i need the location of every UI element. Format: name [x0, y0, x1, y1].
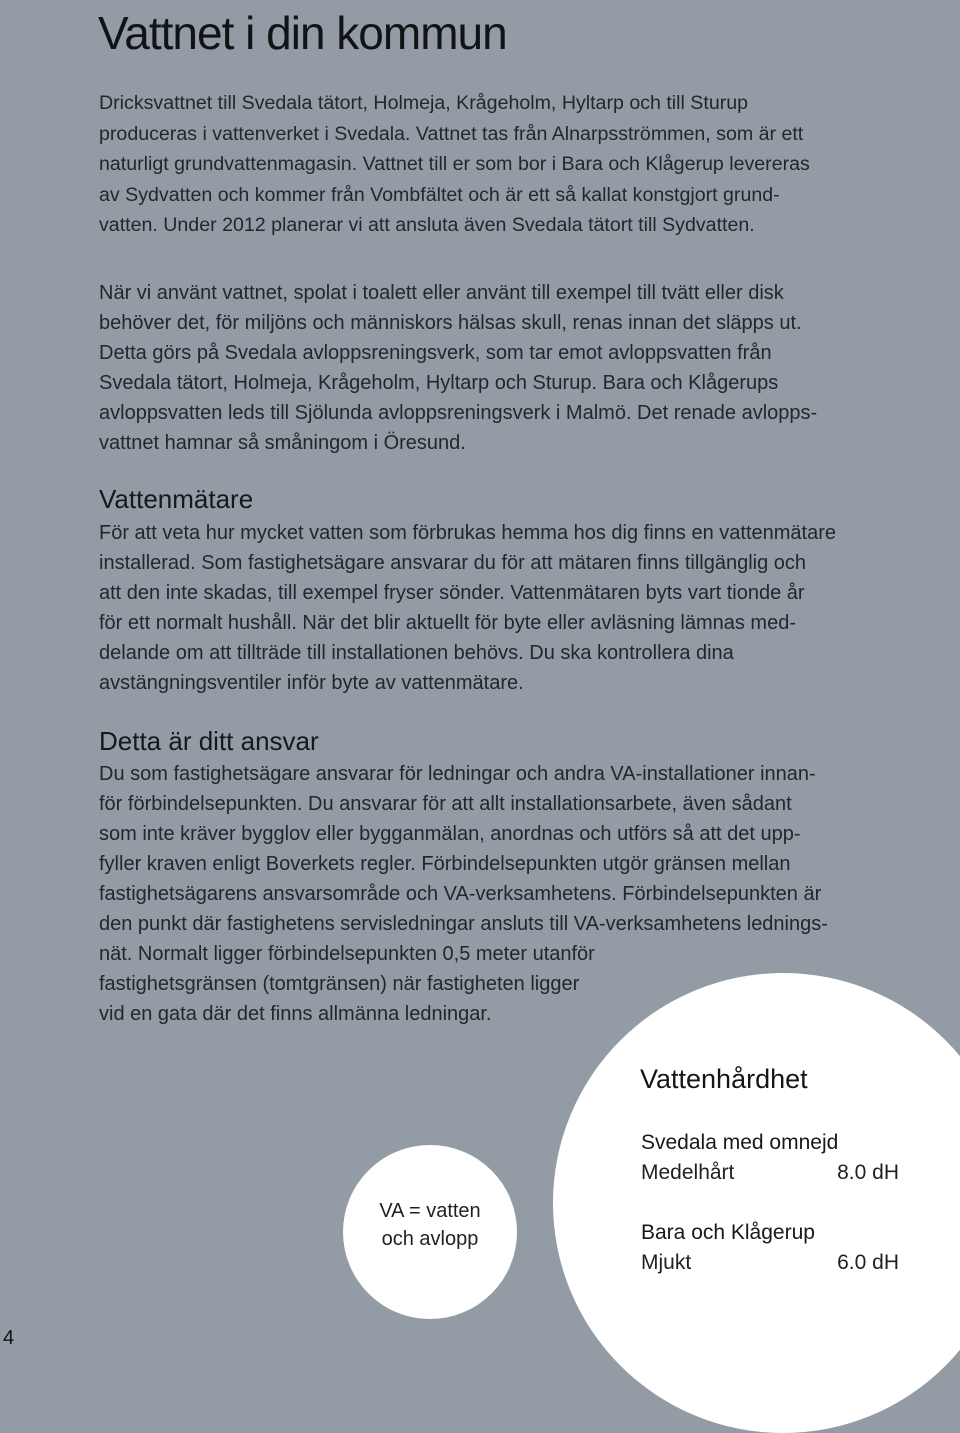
text-line: att den inte skadas, till exempel fryser sönder. Vattenmätaren byts vart tionde år [99, 582, 805, 604]
text-line: avstängningsventiler inför byte av vattenmätare. [99, 672, 524, 694]
hardness-heading: Vattenhårdhet [640, 1064, 808, 1094]
text-line: nät. Normalt ligger förbindelsepunkten 0,5 meter utanför [99, 943, 595, 965]
text-line: När vi använt vattnet, spolat i toalett eller använt till exempel till tvätt eller disk [99, 282, 784, 304]
hardness-value: 6.0 dH [837, 1251, 899, 1274]
text-line: fyller kraven enligt Boverkets regler. Förbindelsepunkten utgör gränsen mellan [99, 853, 791, 875]
text-line: avloppsvatten leds till Sjölunda avloppsreningsverk i Malmö. Det renade avlopps- [99, 402, 818, 424]
va-note-circle [343, 1145, 517, 1319]
hardness-label: Mjukt [641, 1251, 692, 1274]
text-line: fastighetsägarens ansvarsområde och VA-verksamhetens. Förbindelsepunkten är [99, 883, 822, 905]
hardness-circle [553, 973, 960, 1433]
text-line: för ett normalt hushåll. När det blir aktuellt för byte eller avläsning lämnas med- [99, 612, 796, 634]
text-line: för förbindelsepunkten. Du ansvarar för att allt installationsarbete, även sådant [99, 793, 792, 815]
text-line: Detta görs på Svedala avloppsreningsverk, som tar emot avloppsvatten från [99, 342, 772, 364]
text-line: naturligt grundvattenmagasin. Vattnet till er som bor i Bara och Klågerup levereras [99, 153, 810, 175]
text-line: För att veta hur mycket vatten som förbrukas hemma hos dig finns en vattenmätare [99, 522, 837, 544]
responsibility-heading: Detta är ditt ansvar [99, 726, 319, 756]
text-line: Du som fastighetsägare ansvarar för ledningar och andra VA-installationer innan- [99, 763, 816, 785]
text-line: delande om att tillträde till installationen behövs. Du ska kontrollera dina [99, 642, 734, 664]
meter-paragraph [99, 518, 919, 698]
text-line: vid en gata där det finns allmänna ledningar. [99, 1003, 492, 1025]
page-title: Vattnet i din kommun [98, 7, 507, 59]
text-line: fastighetsgränsen (tomtgränsen) när fastigheten ligger [99, 973, 580, 995]
va-note-line: VA = vatten [379, 1200, 481, 1222]
hardness-label: Medelhårt [641, 1161, 735, 1184]
hardness-value: 8.0 dH [837, 1161, 899, 1184]
text-line: behöver det, för miljöns och människors hälsas skull, renas innan det släpps ut. [99, 312, 802, 334]
text-line: Dricksvattnet till Svedala tätort, Holmeja, Krågeholm, Hyltarp och till Sturup [99, 92, 749, 114]
text-line: produceras i vattenverket i Svedala. Vattnet tas från Alnarpsströmmen, som är ett [99, 122, 804, 145]
region-name: Bara och Klågerup [641, 1221, 815, 1244]
sewage-paragraph [99, 278, 919, 458]
page-number: 4 [3, 1327, 15, 1349]
va-note-line: och avlopp [381, 1228, 479, 1250]
text-line: Svedala tätort, Holmeja, Krågeholm, Hyltarp och Sturup. Bara och Klågerups [99, 372, 779, 394]
meter-heading: Vattenmätare [99, 484, 254, 514]
text-line: av Sydvatten och kommer från Vombfältet och är ett så kallat konstgjort grund- [99, 183, 780, 206]
text-line: den punkt där fastighetens servisledningar ansluts till VA-verksamhetens lednings- [99, 913, 828, 935]
text-line: vattnet hamnar så småningom i Öresund. [99, 432, 466, 454]
intro-paragraph [99, 88, 919, 241]
text-line: som inte kräver bygglov eller bygganmälan, anordnas och utförs så att det upp- [99, 823, 801, 845]
text-line: installerad. Som fastighetsägare ansvarar du för att mätaren finns tillgänglig och [99, 552, 807, 574]
va-note-text [343, 1197, 517, 1253]
text-line: vatten. Under 2012 planerar vi att ansluta även Svedala tätort till Sydvatten. [99, 214, 755, 236]
region-name: Svedala med omnejd [641, 1131, 839, 1154]
